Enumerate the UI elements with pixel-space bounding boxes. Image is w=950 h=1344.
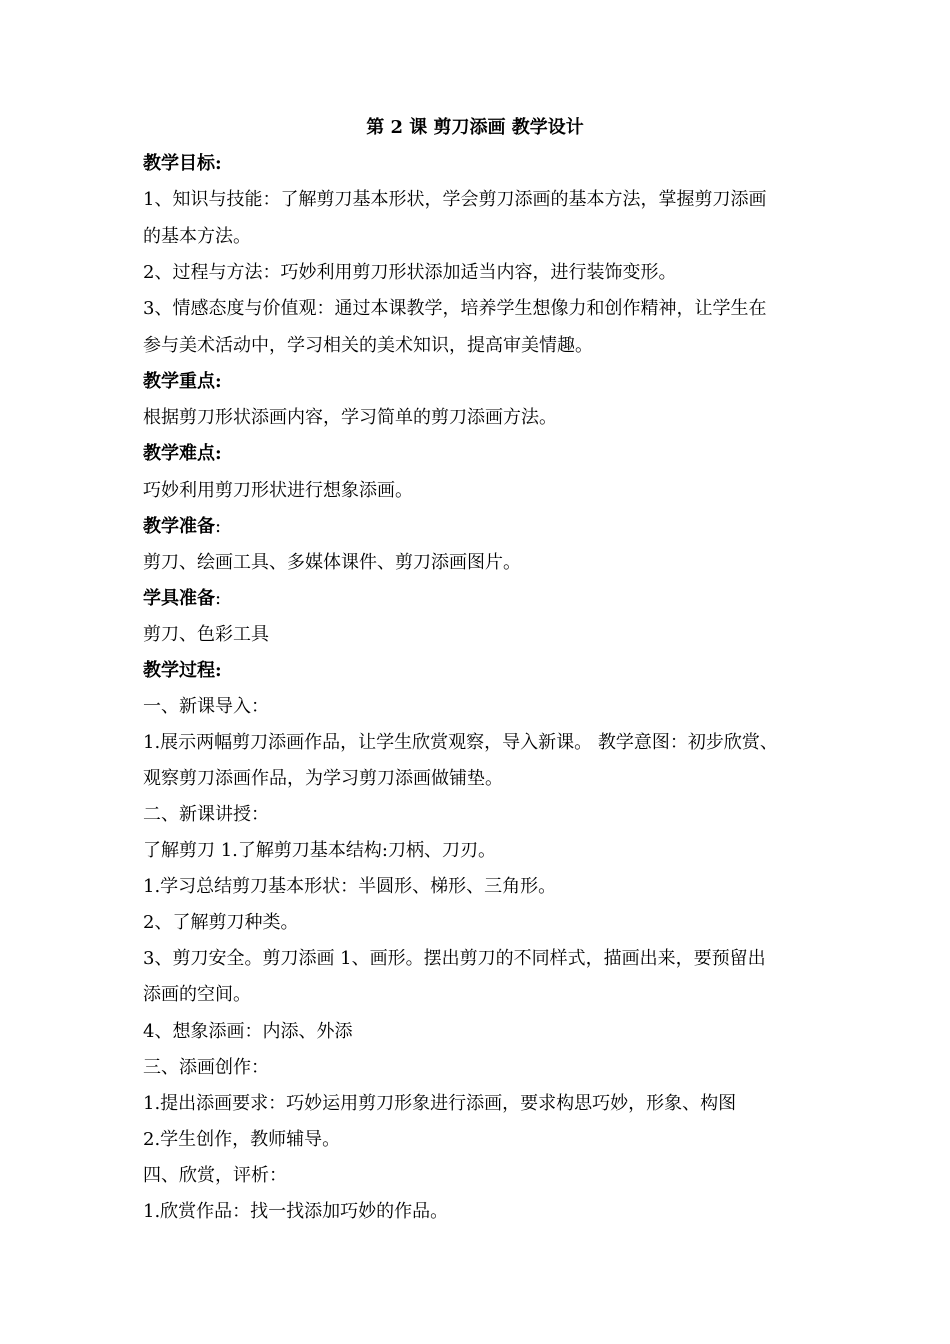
process-part-2-line-4: 3、剪刀安全。剪刀添画 1、画形。摆出剪刀的不同样式，描画出来，要预留出 [143, 948, 766, 969]
process-part-2-line-5: 添画的空间。 [143, 984, 251, 1005]
process-part-1-heading: 一、新课导入： [143, 696, 269, 717]
process-part-3-line-1: 1.提出添画要求：巧妙运用剪刀形象进行添画，要求构思巧妙，形象、构图 [143, 1093, 737, 1114]
teacher-prep-text: 剪刀、绘画工具、多媒体课件、剪刀添画图片。 [143, 552, 521, 573]
difficulty-heading: 教学难点: [143, 443, 222, 464]
goal-1-line-2: 的基本方法。 [143, 226, 251, 247]
process-part-1-line-1: 1.展示两幅剪刀添画作品，让学生欣赏观察，导入新课。 教学意图：初步欣赏、 [143, 732, 778, 753]
process-part-4-heading: 四、欣赏，评析： [143, 1165, 287, 1186]
process-part-2-line-2: 1.学习总结剪刀基本形状：半圆形、梯形、三角形。 [143, 876, 557, 897]
teacher-prep-colon: : [215, 516, 222, 537]
goals-heading: 教学目标: [143, 153, 222, 174]
teacher-prep-heading [143, 514, 221, 540]
student-prep-text: 剪刀、色彩工具 [143, 624, 269, 645]
process-part-2-line-1: 了解剪刀 1.了解剪刀基本结构:刀柄、刀刃。 [143, 840, 496, 861]
document-title: 第 2 课 剪刀添画 教学设计 [366, 117, 584, 138]
process-part-3-heading: 三、添画创作： [143, 1057, 269, 1078]
student-prep-colon: : [215, 588, 222, 609]
process-part-2-line-6: 4、想象添画：内添、外添 [143, 1021, 353, 1042]
process-part-2-heading: 二、新课讲授： [143, 804, 269, 825]
process-heading: 教学过程: [143, 660, 222, 681]
student-prep-heading-label: 学具准备 [143, 588, 215, 609]
process-part-4-line-1: 1.欣赏作品：找一找添加巧妙的作品。 [143, 1201, 449, 1222]
process-part-1-line-2: 观察剪刀添画作品，为学习剪刀添画做铺垫。 [143, 768, 503, 789]
goal-2: 2、过程与方法：巧妙利用剪刀形状添加适当内容，进行装饰变形。 [143, 262, 677, 283]
goal-3-line-2: 参与美术活动中，学习相关的美术知识，提高审美情趣。 [143, 335, 593, 356]
goal-3-line-1: 3、情感态度与价值观：通过本课教学，培养学生想像力和创作精神，让学生在 [143, 298, 767, 319]
student-prep-heading [143, 586, 221, 612]
difficulty-text: 巧妙利用剪刀形状进行想象添画。 [143, 480, 413, 501]
process-part-3-line-2: 2.学生创作，教师辅导。 [143, 1129, 341, 1150]
teacher-prep-heading-label: 教学准备 [143, 516, 215, 537]
goal-1-line-1: 1、知识与技能：了解剪刀基本形状，学会剪刀添画的基本方法，掌握剪刀添画 [143, 189, 767, 210]
keypoint-text: 根据剪刀形状添画内容，学习简单的剪刀添画方法。 [143, 407, 557, 428]
process-part-2-line-3: 2、了解剪刀种类。 [143, 912, 299, 933]
keypoint-heading: 教学重点: [143, 371, 222, 392]
